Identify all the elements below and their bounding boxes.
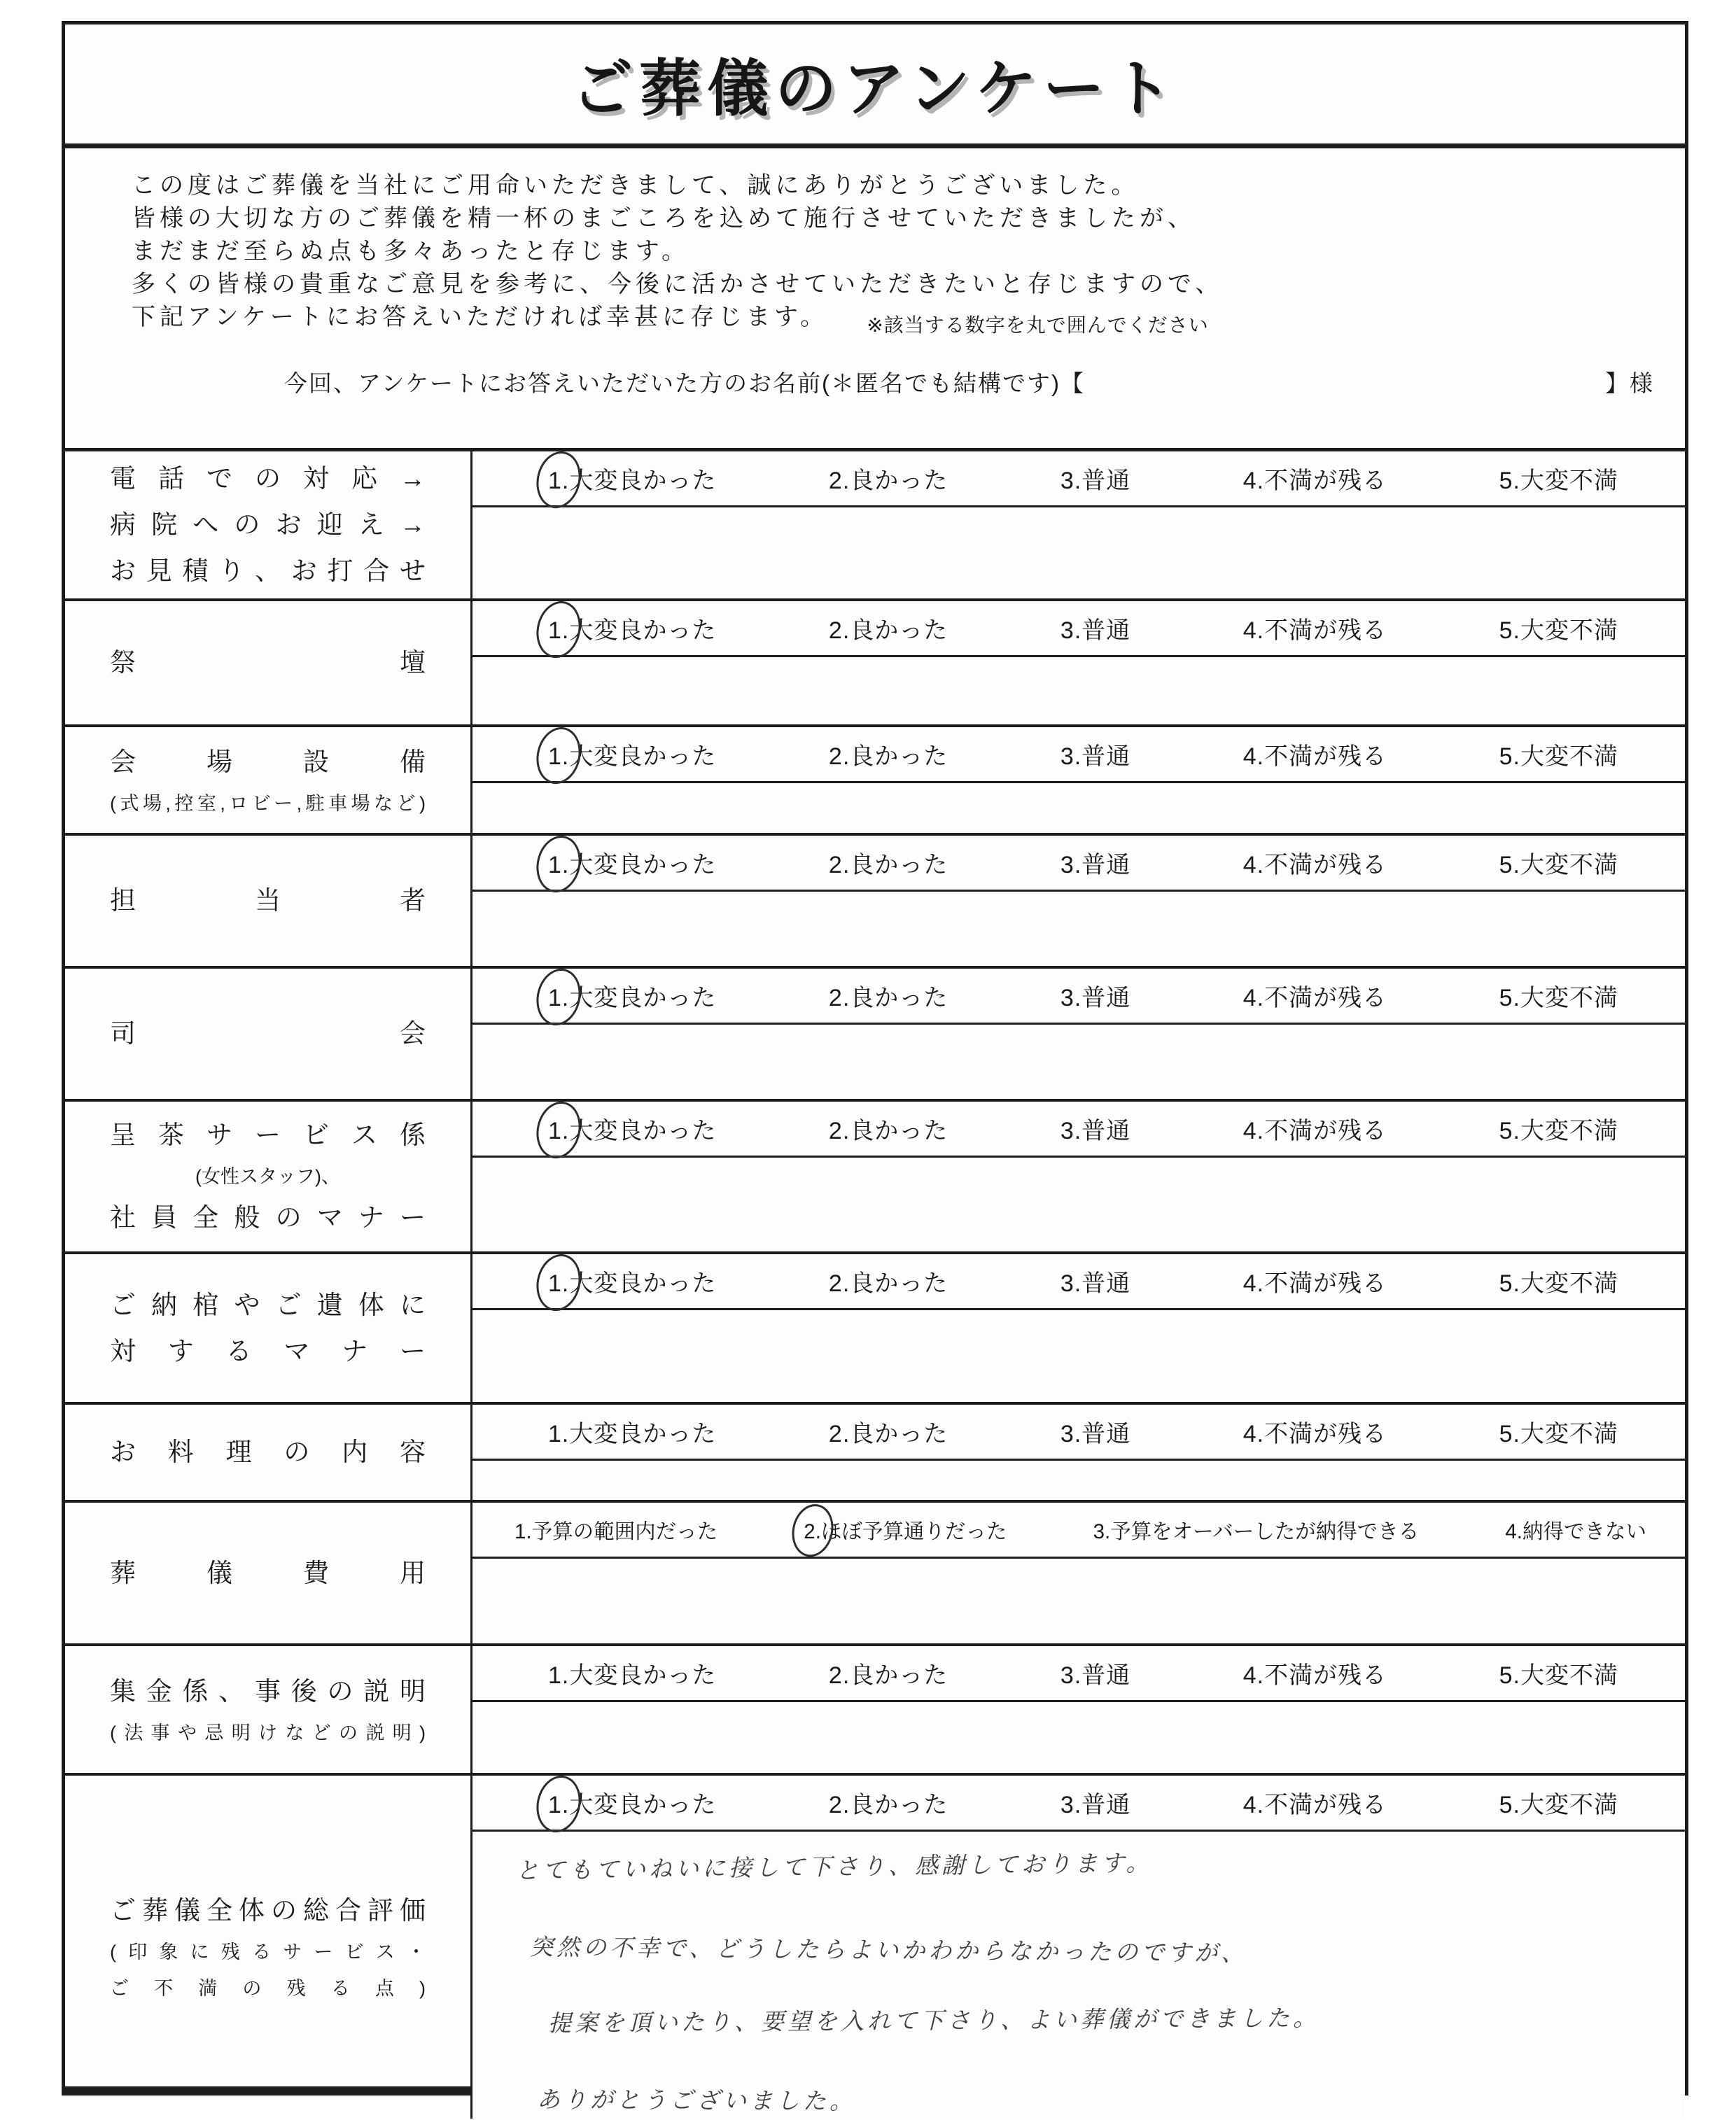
option-number: 2.: [828, 1118, 850, 1144]
rating-option-4: [1243, 978, 1387, 1013]
option-label: 大変良かった: [569, 985, 717, 1011]
option-label: 大変不満: [1520, 468, 1618, 494]
option-label: 大変良かった: [569, 852, 717, 878]
handwritten-circle-mark: 1.: [548, 468, 570, 494]
option-label: 大変良かった: [569, 1270, 717, 1297]
rating-option-2: [804, 1515, 1007, 1545]
option-label: 大変不満: [1520, 1792, 1618, 1818]
option-label: 不満が残る: [1264, 1662, 1387, 1689]
handwritten-comment: 提案を頂いたり、要望を入れて下さり、よい葬儀ができました。: [547, 2005, 1320, 2036]
rating-option-3: [1060, 1414, 1130, 1449]
option-number: 2.: [828, 1421, 850, 1447]
handwritten-comment: 突然の不幸で、どうしたらよいかわからなかったのですが、: [529, 1934, 1248, 1966]
rating-option-5: [1499, 461, 1618, 496]
comment-area: [472, 783, 1685, 833]
option-label: 普通: [1082, 852, 1131, 878]
option-label: ほぼ予算通りだった: [820, 1519, 1007, 1543]
option-number: 3.: [1060, 1792, 1082, 1818]
option-label: 良かった: [850, 468, 948, 494]
option-label: 大変不満: [1520, 743, 1618, 770]
rating-option-2: [829, 461, 948, 496]
option-label: 良かった: [850, 985, 948, 1011]
row-label-line: お見積り、お打合せ: [110, 556, 426, 585]
handwritten-circle-mark: 1.: [548, 743, 570, 770]
handwritten-circle-mark: 1.: [548, 1792, 570, 1818]
option-label: 良かった: [850, 852, 948, 878]
option-number: 4.: [1242, 1270, 1265, 1297]
rating-option-1: [548, 461, 716, 496]
option-label: 大変不満: [1520, 1421, 1618, 1447]
option-number: 2.: [828, 985, 850, 1011]
survey-row-venue-facilities: [65, 727, 1685, 836]
option-number: 3.: [1060, 985, 1082, 1011]
option-label: 大変不満: [1520, 1270, 1618, 1297]
option-label: 大変不満: [1520, 1662, 1618, 1689]
rating-option-2: [829, 1111, 948, 1146]
rating-options: [472, 969, 1685, 1025]
option-label: 不満が残る: [1264, 852, 1387, 878]
rating-option-4: [1243, 611, 1387, 645]
rating-option-4: [1243, 461, 1387, 496]
option-number: 3.: [1060, 1662, 1082, 1689]
respondent-name-line: [132, 365, 1664, 398]
rating-option-3: [1060, 845, 1130, 880]
comment-area: [472, 507, 1685, 598]
option-number: 4.: [1242, 1662, 1265, 1689]
option-number: 3.: [1060, 617, 1082, 644]
option-label: 予算をオーバーしたが納得できる: [1110, 1519, 1420, 1543]
rating-options: [472, 1776, 1685, 1832]
row-label-line: ご不満の残る点): [110, 1978, 426, 1999]
handwritten-circle-mark: 1.: [548, 617, 570, 644]
option-label: 良かった: [850, 1792, 948, 1818]
row-label-line: 会場設備: [110, 747, 426, 776]
option-label: 大変良かった: [569, 1792, 717, 1818]
option-number: 5.: [1499, 1421, 1520, 1447]
option-number: 2.: [828, 617, 850, 644]
comment-area: [472, 1310, 1685, 1402]
option-number: 2.: [828, 743, 850, 770]
option-label: 大変良かった: [569, 1662, 717, 1689]
intro-section: [65, 148, 1685, 448]
row-answer-cell: [472, 1405, 1685, 1500]
handwritten-circle-mark: 1.: [548, 985, 570, 1011]
survey-row-tea-service-staff: [65, 1102, 1685, 1254]
option-number: 3.: [1060, 743, 1082, 770]
rating-option-1: [548, 611, 716, 645]
rating-option-1: [548, 845, 716, 880]
comment-area: [472, 1461, 1685, 1500]
row-label-line: 司会: [110, 1019, 426, 1048]
rating-option-2: [829, 611, 948, 645]
intro-line: 多くの皆様の貴重なご意見を参考に、今後に活かさせていただきたいと存じますので、: [132, 271, 1224, 297]
rating-option-2: [829, 845, 948, 880]
row-label: [65, 1405, 472, 1500]
rating-option-4: [1243, 1111, 1387, 1146]
rating-option-3: [1093, 1515, 1420, 1545]
rating-option-2: [829, 1264, 948, 1298]
option-number: 3.: [1093, 1519, 1111, 1543]
option-label: 不満が残る: [1264, 1421, 1387, 1447]
survey-row-altar: [65, 601, 1685, 727]
option-number: 4.: [1505, 1519, 1522, 1543]
rating-option-5: [1499, 845, 1618, 880]
row-label: [65, 1646, 472, 1773]
rating-option-5: [1499, 978, 1618, 1013]
comment-area: [472, 1158, 1685, 1251]
option-number: 4.: [1242, 468, 1265, 494]
rating-option-4: [1243, 845, 1387, 880]
option-label: 普通: [1082, 468, 1131, 494]
option-label: 不満が残る: [1264, 985, 1387, 1011]
option-number: 4.: [1242, 852, 1265, 878]
rating-option-2: [829, 1656, 948, 1690]
option-label: 大変良かった: [569, 743, 717, 770]
option-number: 5.: [1499, 617, 1520, 644]
rating-option-3: [1060, 1264, 1130, 1298]
row-label: [65, 1102, 472, 1251]
option-number: 3.: [1060, 1270, 1082, 1297]
form-title: ご葬儀のアンケート: [571, 54, 1179, 123]
option-number: 3.: [1060, 1118, 1082, 1144]
row-label-line: (式場,控室,ロビー,駐車場など): [110, 792, 426, 814]
rating-option-4: [1243, 1264, 1387, 1298]
option-number: 4.: [1242, 743, 1265, 770]
handwritten-circle-mark: 1.: [548, 1270, 570, 1297]
handwritten-circle-mark: 1.: [548, 1118, 570, 1144]
form-sheet: [62, 21, 1688, 2114]
rating-option-2: [829, 978, 948, 1013]
option-label: 普通: [1082, 1792, 1131, 1818]
row-label: [65, 1254, 472, 1402]
handwritten-comment: とてもていねいに接して下さり、感謝しております。: [515, 1849, 1153, 1883]
handwritten-circle-mark: 1.: [548, 852, 570, 878]
option-label: 普通: [1082, 743, 1131, 770]
rating-option-3: [1060, 1785, 1130, 1820]
rating-option-1: [548, 1656, 716, 1690]
row-label-line: (女性スタッフ)、: [195, 1166, 340, 1187]
option-label: 不満が残る: [1264, 617, 1387, 644]
intro-last-row: [132, 301, 1664, 335]
rating-option-5: [1499, 1264, 1618, 1298]
rating-option-1: [548, 1414, 716, 1449]
option-number: 5.: [1499, 1270, 1520, 1297]
survey-row-encoffining-manner: [65, 1254, 1685, 1405]
rating-option-2: [829, 737, 948, 771]
rating-option-3: [1060, 611, 1130, 645]
survey-row-mc: [65, 969, 1685, 1102]
survey-row-overall-evaluation: [65, 1776, 1685, 2119]
option-number: 4.: [1242, 985, 1265, 1011]
rating-option-1: [548, 978, 716, 1013]
survey-row-funeral-cost: [65, 1503, 1685, 1646]
option-number: 2.: [828, 852, 850, 878]
row-label-line: 担当者: [110, 886, 426, 915]
rating-option-5: [1499, 1656, 1618, 1690]
rating-option-4: [1243, 1414, 1387, 1449]
row-label-line: 呈茶サービス係: [110, 1121, 426, 1149]
option-number: 2.: [828, 1270, 850, 1297]
option-label: 大変不満: [1520, 985, 1618, 1011]
title-box: [65, 24, 1685, 148]
rating-option-1: [548, 737, 716, 771]
intro-line: まだまだ至らぬ点も多々あったと存じます。: [132, 238, 690, 265]
row-answer-cell: [472, 969, 1685, 1099]
option-label: 不満が残る: [1264, 1118, 1387, 1144]
rating-option-3: [1060, 1656, 1130, 1690]
option-label: 不満が残る: [1264, 1792, 1387, 1818]
respondent-name-suffix: 】様: [1605, 370, 1654, 396]
rating-option-3: [1060, 737, 1130, 771]
option-number: 5.: [1499, 1792, 1520, 1818]
intro-line: この度はご葬儀を当社にご用命いただきまして、誠にありがとうございました。: [132, 172, 1140, 199]
comment-area: [472, 657, 1685, 724]
row-label: [65, 969, 472, 1099]
option-label: 良かった: [850, 1662, 948, 1689]
option-label: 大変良かった: [569, 1118, 717, 1144]
survey-row-staff-in-charge: [65, 836, 1685, 969]
row-label: [65, 1776, 472, 2119]
row-answer-cell: [472, 836, 1685, 966]
rating-option-2: [829, 1414, 948, 1449]
rating-option-4: [1243, 1785, 1387, 1820]
option-number: 5.: [1499, 1662, 1520, 1689]
option-number: 5.: [1499, 852, 1520, 878]
row-label-line: 葬儀費用: [110, 1558, 426, 1587]
option-number: 3.: [1060, 1421, 1082, 1447]
option-label: 普通: [1082, 1662, 1131, 1689]
option-label: 予算の範囲内だった: [531, 1519, 718, 1543]
row-answer-cell: [472, 1102, 1685, 1251]
row-label: [65, 727, 472, 833]
intro-line: 皆様の大切な方のご葬儀を精一杯のまごころを込めて施行させていただきましたが、: [132, 205, 1196, 232]
row-label-line: 病院へのお迎え→: [110, 510, 426, 539]
option-number: 1.: [548, 1662, 570, 1689]
rating-options: [472, 1503, 1685, 1559]
rating-option-1: [514, 1515, 718, 1545]
option-label: 良かった: [850, 1270, 948, 1297]
option-label: 大変良かった: [569, 617, 717, 644]
rating-options: [472, 1646, 1685, 1702]
option-label: 良かった: [850, 617, 948, 644]
handwritten-circle-mark: 2.: [804, 1519, 821, 1543]
row-label: [65, 451, 472, 598]
option-label: 大変良かった: [569, 1421, 717, 1447]
option-label: 不満が残る: [1264, 1270, 1387, 1297]
option-label: 普通: [1082, 1270, 1131, 1297]
rating-options: [472, 1102, 1685, 1158]
option-number: 1.: [514, 1519, 532, 1543]
survey-row-phone-response: [65, 451, 1685, 601]
option-label: 良かった: [850, 1118, 948, 1144]
comment-area: [472, 1559, 1685, 1643]
option-label: 納得できない: [1522, 1519, 1646, 1543]
rating-option-4: [1243, 1656, 1387, 1690]
option-label: 大変不満: [1520, 852, 1618, 878]
option-number: 4.: [1242, 1421, 1265, 1447]
option-number: 5.: [1499, 985, 1520, 1011]
rating-option-2: [829, 1785, 948, 1820]
rating-option-1: [548, 1785, 716, 1820]
survey-row-collection-aftercare: [65, 1646, 1685, 1776]
row-label-line: ご納棺やご遺体に: [110, 1290, 426, 1319]
rating-option-1: [548, 1264, 716, 1298]
option-label: 普通: [1082, 985, 1131, 1011]
option-number: 2.: [828, 468, 850, 494]
rating-option-3: [1060, 978, 1130, 1013]
option-number: 4.: [1242, 617, 1265, 644]
rating-options: [472, 601, 1685, 657]
rating-option-5: [1499, 737, 1618, 771]
option-label: 良かった: [850, 743, 948, 770]
rating-option-3: [1060, 1111, 1130, 1146]
comment-area: [472, 892, 1685, 966]
circle-instruction-note: ※該当する数字を丸で囲んでください: [867, 314, 1209, 336]
row-label-line: 対するマナー: [110, 1336, 426, 1366]
option-label: 普通: [1082, 617, 1131, 644]
row-answer-cell: [472, 1776, 1685, 2119]
option-label: 不満が残る: [1264, 468, 1387, 494]
option-label: 大変良かった: [569, 468, 717, 494]
row-label-line: (法事や忌明けなどの説明): [110, 1722, 426, 1743]
rating-option-5: [1499, 1111, 1618, 1146]
row-label: [65, 1503, 472, 1643]
option-number: 4.: [1242, 1792, 1265, 1818]
row-label-line: 社員全般のマナー: [110, 1203, 426, 1232]
option-label: 普通: [1082, 1118, 1131, 1144]
option-number: 5.: [1499, 743, 1520, 770]
option-label: 大変不満: [1520, 1118, 1618, 1144]
respondent-name-prompt: 今回、アンケートにお答えいただいた方のお名前(＊匿名でも結構です)【: [284, 370, 1085, 396]
row-answer-cell: [472, 1254, 1685, 1402]
rating-option-5: [1499, 1785, 1618, 1820]
row-label-line: 祭壇: [110, 648, 426, 677]
option-number: 3.: [1060, 852, 1082, 878]
row-answer-cell: [472, 1503, 1685, 1643]
row-label-line: ご葬儀全体の総合評価: [110, 1896, 426, 1925]
row-answer-cell: [472, 451, 1685, 598]
rating-option-5: [1499, 611, 1618, 645]
rating-option-1: [548, 1111, 716, 1146]
rating-options: [472, 451, 1685, 507]
rating-options: [472, 836, 1685, 892]
option-label: 大変不満: [1520, 617, 1618, 644]
rating-option-3: [1060, 461, 1130, 496]
rating-options: [472, 1405, 1685, 1461]
comment-area: [472, 1832, 1685, 2119]
rating-options: [472, 727, 1685, 783]
option-label: 不満が残る: [1264, 743, 1387, 770]
option-number: 3.: [1060, 468, 1082, 494]
survey-table: [65, 448, 1685, 2119]
comment-area: [472, 1702, 1685, 1773]
handwritten-comment: ありがとうございました。: [536, 2086, 857, 2114]
option-label: 良かった: [850, 1421, 948, 1447]
option-number: 4.: [1242, 1118, 1265, 1144]
option-number: 1.: [548, 1421, 570, 1447]
option-number: 5.: [1499, 1118, 1520, 1144]
row-label-line: 集金係、事後の説明: [110, 1676, 426, 1706]
option-number: 5.: [1499, 468, 1520, 494]
rating-option-4: [1243, 737, 1387, 771]
rating-option-5: [1499, 1414, 1618, 1449]
row-label: [65, 601, 472, 724]
option-number: 2.: [828, 1792, 850, 1818]
option-label: 普通: [1082, 1421, 1131, 1447]
row-label-line: (印象に残るサービス・: [110, 1942, 426, 1963]
row-answer-cell: [472, 727, 1685, 833]
row-answer-cell: [472, 1646, 1685, 1773]
comment-area: [472, 1025, 1685, 1099]
survey-row-food-content: [65, 1405, 1685, 1503]
row-label-line: 電話での対応→: [110, 464, 426, 493]
row-label-line: お料理の内容: [110, 1438, 426, 1466]
option-number: 2.: [828, 1662, 850, 1689]
row-label: [65, 836, 472, 966]
rating-options: [472, 1254, 1685, 1310]
intro-line: 下記アンケートにお答えいただければ幸甚に存じます。: [132, 304, 829, 330]
row-answer-cell: [472, 601, 1685, 724]
rating-option-4: [1505, 1515, 1646, 1545]
